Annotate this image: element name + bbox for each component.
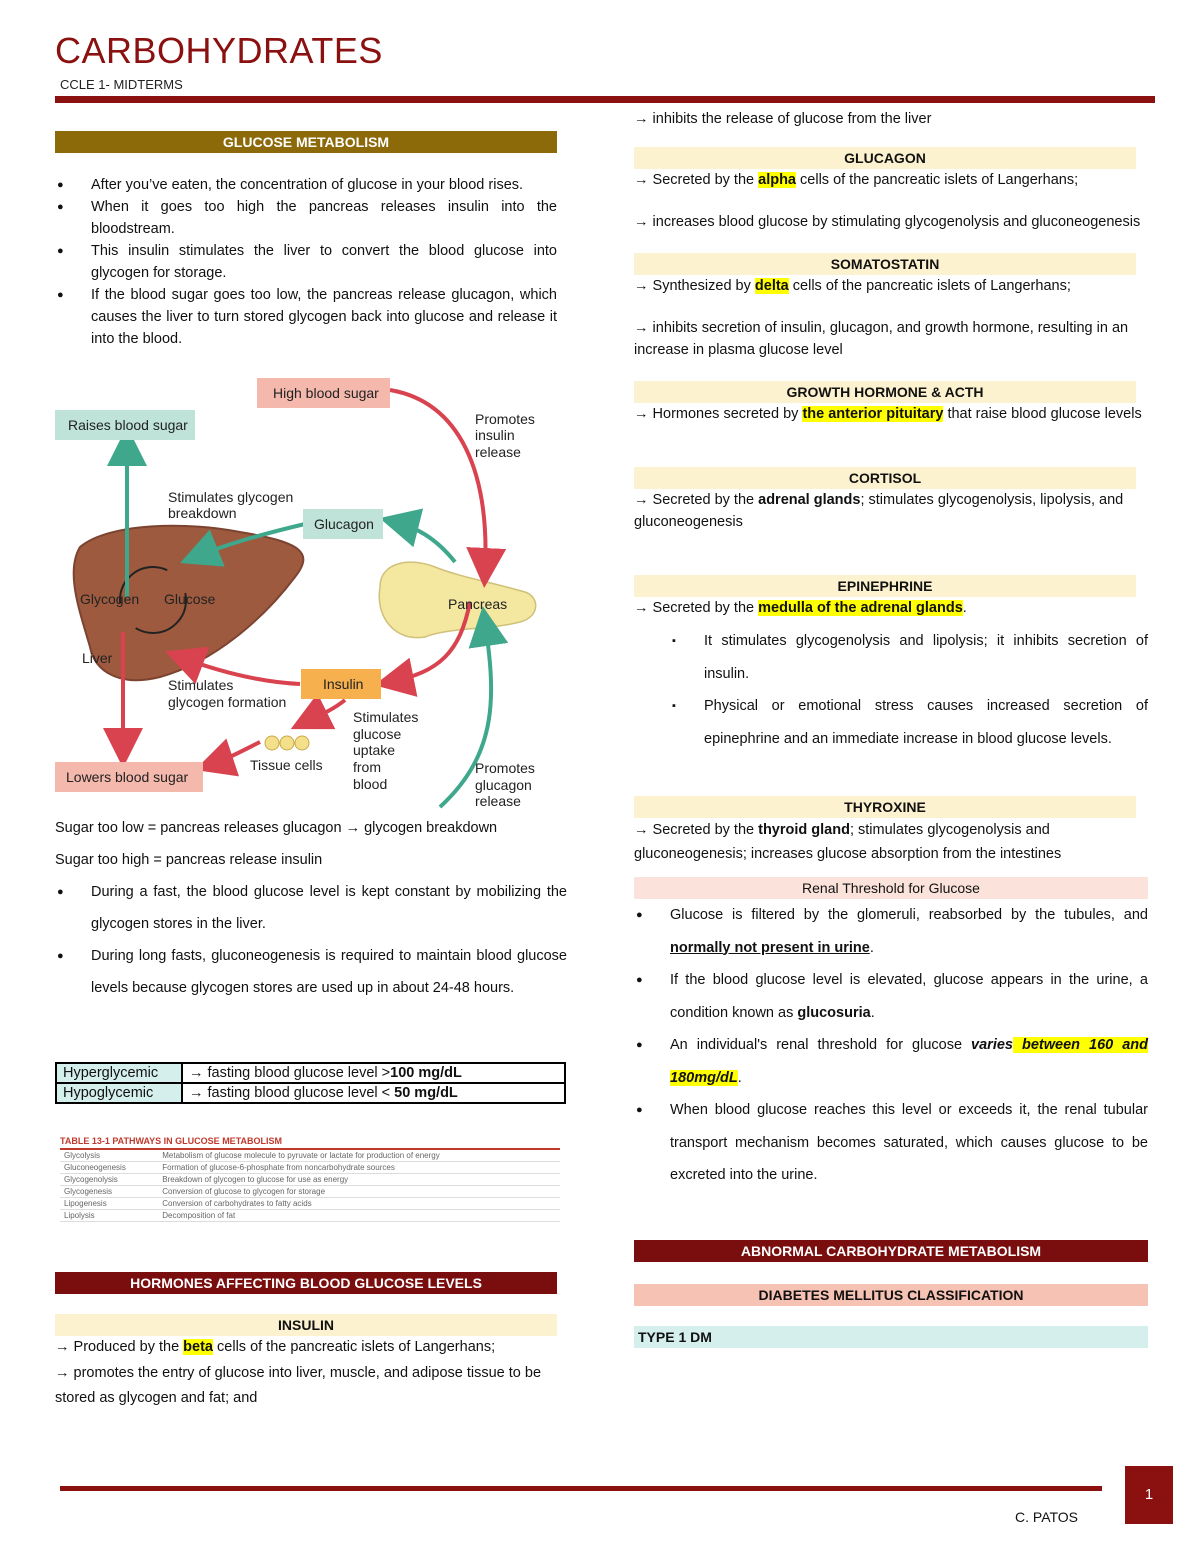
insulin-line-1: → Produced by the beta cells of the pancreatic islets of Langerhans; [55, 1339, 496, 1355]
list-item: ▪ Physical or emotional stress causes increased secretion of epinephrine and an immediate increase in blood glucose levels. [634, 690, 1148, 755]
promotes-insulin-release-label: release [475, 444, 521, 460]
dm-classification-header: DIABETES MELLITUS CLASSIFICATION [634, 1284, 1148, 1306]
pathways-table [60, 1150, 560, 1222]
growth-hormone-header: GROWTH HORMONE & ACTH [634, 381, 1136, 403]
glycemic-table [55, 1062, 566, 1104]
stimulates-glucose-uptake-label: uptake [353, 742, 396, 758]
table-cell: → fasting blood glucose level >100 mg/dL [182, 1063, 565, 1083]
table-cell: → fasting blood glucose level < 50 mg/dL [182, 1083, 565, 1103]
table-row: Glycogenolysis Breakdown of glycogen to glucose for use as energy [60, 1174, 560, 1186]
promotes-insulin-release-label: Promotes [475, 411, 535, 427]
glucagon-line-1: → Secreted by the alpha cells of the pancreatic islets of Langerhans; [634, 172, 1079, 188]
cortisol-text: → Secreted by the adrenal glands; stimulates glycogenolysis, lipolysis, and gluconeogenesis [634, 492, 1124, 530]
table-row [56, 1063, 565, 1083]
high-blood-sugar-label: High blood sugar [273, 385, 379, 401]
abnormal-metabolism-header: ABNORMAL CARBOHYDRATE METABOLISM [634, 1240, 1148, 1262]
epinephrine-header: EPINEPHRINE [634, 575, 1136, 597]
pathways-table-image [60, 1136, 560, 1222]
table-row: Glycolysis Metabolism of glucose molecule to pyruvate or lactate for production of energy [60, 1150, 560, 1162]
table-cell: Hyperglycemic [56, 1063, 182, 1083]
somatostatin-line-2: → inhibits secretion of insulin, glucagon, and growth hormone, resulting in an increase in plasma glucose level [634, 320, 1129, 358]
tissue-cells-label: Tissue cells [250, 757, 323, 773]
pathways-table-title: TABLE 13-1 PATHWAYS IN GLUCOSE METABOLISM [60, 1136, 560, 1150]
cortisol-header: CORTISOL [634, 467, 1136, 489]
list-item: ● After you’ve eaten, the concentration of glucose in your blood rises. [55, 174, 557, 196]
table-row: Lipolysis Decomposition of fat [60, 1210, 560, 1222]
type1-dm-header: TYPE 1 DM [634, 1326, 1148, 1348]
renal-bullet-list [634, 899, 1148, 1192]
stimulates-glycogen-formation-label: Stimulates [168, 677, 234, 693]
epinephrine-text: → Secreted by the medulla of the adrenal glands. [634, 600, 967, 616]
list-item: ● During a fast, the blood glucose level is kept constant by mobilizing the glycogen stores in the liver. [55, 876, 567, 940]
glucagon-line-2: → increases blood glucose by stimulating glycogenolysis and gluconeogenesis [634, 214, 1141, 230]
glucose-label: Glucose [164, 591, 216, 607]
somatostatin-line-1: → Synthesized by delta cells of the pancreatic islets of Langerhans; [634, 278, 1071, 294]
stimulates-glycogen-breakdown-label: Stimulates glycogen [168, 489, 294, 505]
page-number: 1 [1125, 1466, 1173, 1524]
list-item: ● During long fasts, gluconeogenesis is required to maintain blood glucose levels because glycogen stores are used up in about 24-48 hours. [55, 940, 567, 1004]
intro-bullet-list [55, 174, 557, 350]
stimulates-glucose-uptake-label: Stimulates [353, 709, 419, 725]
insulin-cont-text: → inhibits the release of glucose from the liver [634, 111, 932, 127]
somatostatin-header: SOMATOSTATIN [634, 253, 1136, 275]
list-item: ● If the blood glucose level is elevated, glucose appears in the urine, a condition known as glucosuria. [634, 964, 1148, 1029]
table-row: Gluconeogenesis Formation of glucose-6-phosphate from noncarbohydrate sources [60, 1162, 560, 1174]
page-title: CARBOHYDRATES [55, 30, 383, 71]
list-item: ● When blood glucose reaches this level or exceeds it, the renal tubular transport mechanism becomes saturated, which causes glucose to be excreted into the urine. [634, 1094, 1148, 1192]
hormones-section [55, 1272, 557, 1411]
table-row: Lipogenesis Conversion of carbohydrates to fatty acids [60, 1198, 560, 1210]
footer-divider [60, 1486, 1102, 1491]
raises-blood-sugar-label: Raises blood sugar [68, 417, 188, 433]
insulin-header: INSULIN [55, 1314, 557, 1336]
growth-hormone-text: → Hormones secreted by the anterior pituitary that raise blood glucose levels [634, 406, 1142, 422]
glucagon-header: GLUCAGON [634, 147, 1136, 169]
right-column [634, 108, 1148, 1348]
sugar-high-text: Sugar too high = pancreas release insulin [55, 852, 323, 868]
thyroxine-text: → Secreted by the thyroid gland; stimulates glycogenolysis and gluconeogenesis; increases glucose absorption from the intestines [634, 822, 1062, 862]
promotes-glucagon-release-label: Promotes [475, 760, 535, 776]
renal-threshold-header: Renal Threshold for Glucose [634, 877, 1148, 899]
table-row [56, 1083, 565, 1103]
glucose-regulation-diagram [50, 372, 570, 812]
insulin-label: Insulin [323, 676, 364, 692]
sugar-low-text: Sugar too low = pancreas releases glucagon → glycogen breakdown [55, 820, 498, 836]
list-item: ● When it goes too high the pancreas releases insulin into the bloodstream. [55, 196, 557, 240]
insulin-line-2: → promotes the entry of glucose into liver, muscle, and adipose tissue to be stored as glycogen and fat; and [55, 1365, 542, 1406]
promotes-glucagon-release-label: glucagon [475, 777, 532, 793]
stimulates-glucose-uptake-label: from [353, 759, 381, 775]
author-name: C. PATOS [1015, 1509, 1079, 1525]
glycogen-label: Glycogen [80, 591, 140, 607]
stimulates-glucose-uptake-label: blood [353, 776, 388, 792]
page-subtitle: CCLE 1- MIDTERMS [60, 77, 183, 92]
lowers-blood-sugar-label: Lowers blood sugar [66, 769, 189, 785]
list-item: ▪ It stimulates glycogenolysis and lipolysis; it inhibits secretion of insulin. [634, 625, 1148, 690]
liver-label: Liver [82, 650, 113, 666]
table-row: Glycogenesis Conversion of glucose to glycogen for storage [60, 1186, 560, 1198]
pancreas-label: Pancreas [448, 596, 508, 612]
stimulates-glycogen-formation-label: glycogen formation [168, 694, 287, 710]
header-divider [55, 96, 1155, 103]
left-column [55, 131, 557, 350]
promotes-glucagon-release-label: release [475, 793, 521, 809]
thyroxine-header: THYROXINE [634, 796, 1136, 818]
sugar-summary [55, 812, 567, 1004]
glucagon-label: Glucagon [314, 516, 374, 532]
hormones-header: HORMONES AFFECTING BLOOD GLUCOSE LEVELS [55, 1272, 557, 1294]
fast-bullet-list [55, 876, 567, 1004]
glucose-metabolism-header: GLUCOSE METABOLISM [55, 131, 557, 153]
list-item: ● This insulin stimulates the liver to convert the blood glucose into glycogen for storage. [55, 240, 557, 284]
stimulates-glucose-uptake-label: glucose [353, 726, 402, 742]
epinephrine-bullet-list [634, 625, 1148, 755]
list-item: ● If the blood sugar goes too low, the pancreas release glucagon, which causes the liver to turn stored glycogen back into glucose and release it into the blood. [55, 284, 557, 350]
stimulates-glycogen-breakdown-label: breakdown [168, 505, 237, 521]
list-item: ● An individual's renal threshold for glucose varies between 160 and 180mg/dL. [634, 1029, 1148, 1094]
promotes-insulin-release-label: insulin [475, 427, 515, 443]
list-item: ● Glucose is filtered by the glomeruli, reabsorbed by the tubules, and normally not present in urine. [634, 899, 1148, 964]
table-cell: Hypoglycemic [56, 1083, 182, 1103]
